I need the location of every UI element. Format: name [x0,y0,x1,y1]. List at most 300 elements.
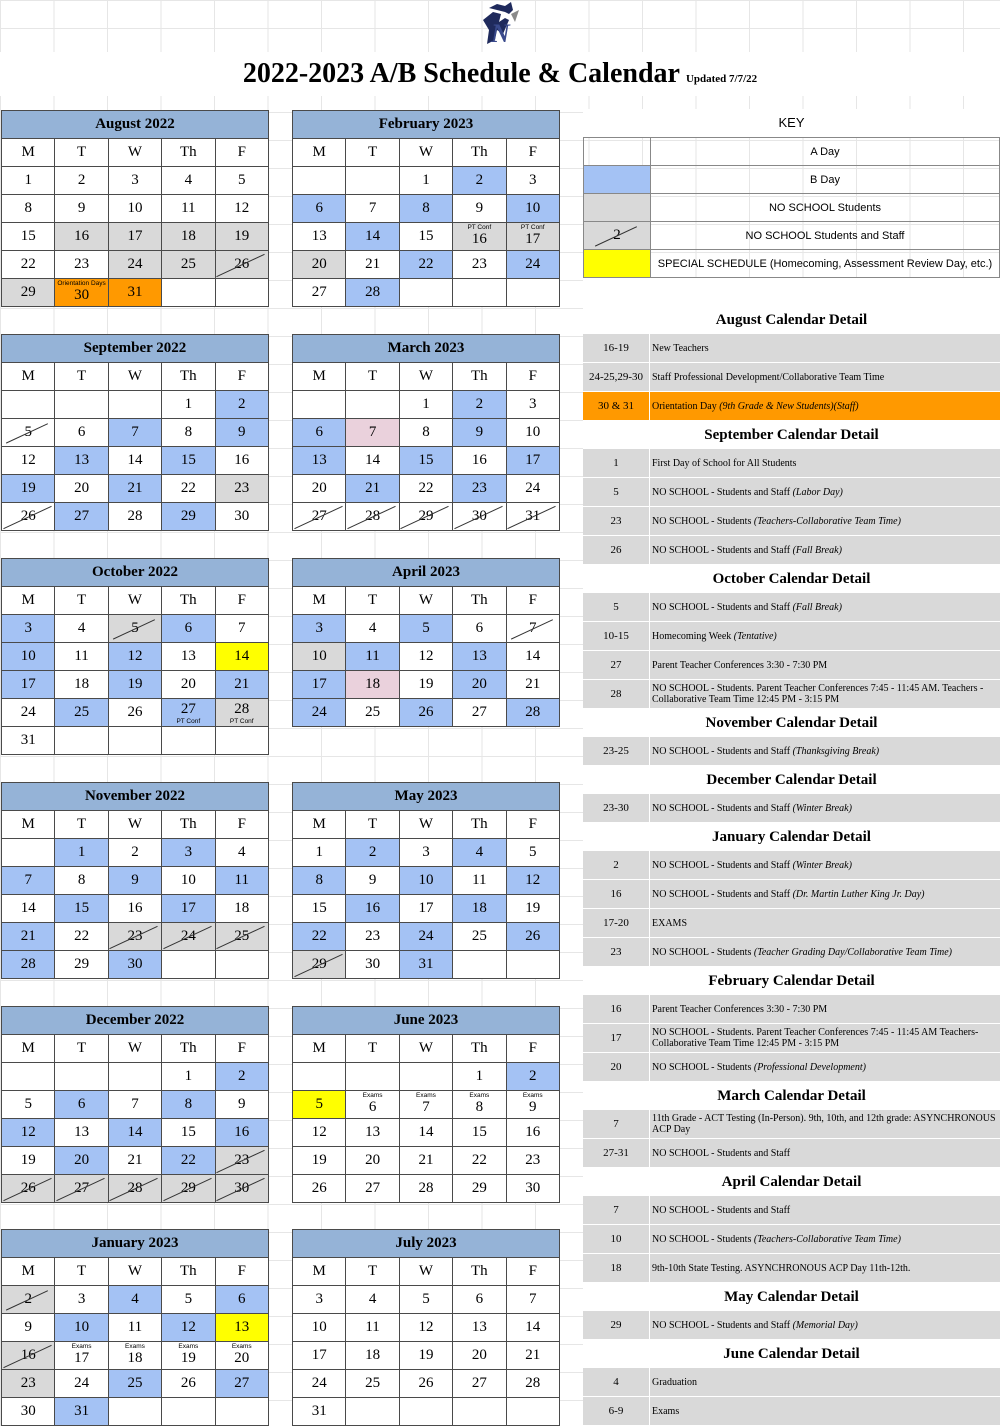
day-cell [162,391,215,419]
weekday-label: T [346,363,399,391]
day-cell [215,643,269,671]
day-cell [346,867,399,895]
day-number: 24 [311,704,327,720]
detail-section-title: November Calendar Detail [583,709,1000,737]
day-number: 14 [365,228,381,244]
weekday-label: M [293,811,346,839]
detail-text [650,334,1000,362]
day-cell [2,1398,55,1426]
day-cell [55,1342,108,1370]
detail-date: 16-19 [583,334,650,362]
week-row [293,391,560,419]
day-cell [453,195,506,223]
day-cell [399,195,452,223]
day-cell [2,727,55,755]
day-cell [453,1342,506,1370]
day-cell [55,839,108,867]
day-number: 24 [311,1375,327,1391]
day-number: 3 [529,172,537,188]
month-header-row [293,1230,560,1258]
day-number: 9 [24,1319,32,1335]
weekday-label: Th [453,811,506,839]
day-number: 27 [471,704,487,720]
empty-cell [346,391,399,419]
month-calendar-july-2023 [292,1229,560,1426]
detail-row [583,334,1000,363]
day-number: 5 [315,1096,323,1112]
day-number: 3 [24,620,32,636]
day-cell [215,475,269,503]
day-number: 5 [131,620,139,636]
empty-cell [293,167,346,195]
day-number: 19 [311,1152,327,1168]
week-row [293,1286,560,1314]
detail-text [650,880,1000,908]
day-cell [346,1119,399,1147]
day-cell [506,1147,560,1175]
key-row [584,250,1000,278]
day-number: 16 [365,900,381,916]
day-number: 8 [184,424,193,440]
day-cell [506,419,560,447]
day-cell [162,1175,215,1203]
day-number: 25 [365,1375,381,1391]
detail-section-title: June Calendar Detail [583,1340,1000,1368]
updated-date: Updated 7/7/22 [685,73,758,85]
month-calendar-august-2022 [1,110,269,307]
week-row [2,699,269,727]
day-cell [453,1314,506,1342]
week-row [2,223,269,251]
detail-row [583,363,1000,392]
month-calendar-june-2023 [292,1006,560,1203]
day-cell [346,279,399,307]
day-note: PT Conf [467,224,492,231]
day-number: 24 [525,480,541,496]
day-number: 25 [365,704,381,720]
day-cell [346,447,399,475]
day-cell [453,1370,506,1398]
empty-cell [506,951,560,979]
day-cell [162,839,215,867]
week-row [2,839,269,867]
detail-row [583,622,1000,651]
day-number: 2 [529,1068,537,1084]
detail-note: (Professional Development) [753,1061,866,1073]
day-number: 24 [525,256,541,272]
detail-description: NO SCHOOL - Students and Staff (Thanksgiving Break) [652,745,880,757]
day-number: 25 [180,256,196,272]
detail-text [650,363,1000,391]
day-cell [2,279,55,307]
weekday-row [293,811,560,839]
weekday-label: W [108,1035,161,1063]
day-number: 16 [127,900,143,916]
weekday-label: T [55,363,108,391]
month-calendar-may-2023 [292,782,560,979]
day-cell [2,1342,55,1370]
detail-text [650,507,1000,535]
day-cell [346,923,399,951]
day-cell [108,1119,161,1147]
day-cell [506,671,560,699]
day-number: 16 [234,1124,250,1140]
day-cell [293,839,346,867]
day-cell [108,1175,161,1203]
day-cell [2,699,55,727]
day-number: 10 [311,648,327,664]
day-number: 18 [471,900,487,916]
day-cell [162,223,215,251]
day-number: 16 [234,452,250,468]
week-row [2,1063,269,1091]
month-name: August 2022 [2,111,269,139]
day-cell [346,1147,399,1175]
day-number: 14 [234,648,250,664]
day-number: 29 [180,1180,196,1196]
day-cell [55,1286,108,1314]
weekday-label: M [293,587,346,615]
day-cell [453,419,506,447]
day-number: 12 [418,648,434,664]
day-number: 1 [422,396,430,412]
detail-date: 24-25,29-30 [583,363,650,391]
day-number: 4 [368,620,377,636]
day-number: 31 [127,284,143,300]
detail-date: 4 [583,1368,650,1396]
week-row [293,699,560,727]
week-row [293,1063,560,1091]
month-calendar-february-2023 [292,110,560,307]
empty-cell [55,727,108,755]
day-number: 17 [20,676,36,692]
day-number: 18 [180,228,196,244]
day-number: 9 [475,200,484,216]
day-cell [2,1119,55,1147]
detail-date: 18 [583,1254,650,1282]
day-cell [399,1286,452,1314]
day-cell [346,195,399,223]
key-row [584,166,1000,194]
detail-row [583,536,1000,565]
weekday-label: F [506,587,560,615]
day-cell [55,643,108,671]
month-header-row [2,335,269,363]
day-number: 16 [525,1124,541,1140]
day-number: 27 [471,1375,487,1391]
day-number: 10 [525,200,541,216]
day-cell [2,503,55,531]
day-note: Exams [125,1343,145,1350]
day-number: 6 [77,424,86,440]
day-number: 20 [74,1152,90,1168]
week-row [293,251,560,279]
day-number: 21 [525,676,541,692]
day-number: 23 [365,928,381,944]
detail-row [583,1311,1000,1340]
day-number: 22 [311,928,327,944]
detail-note: (Teacher Grading Day/Collaborative Team Time) [753,946,953,958]
day-cell [293,1147,346,1175]
detail-note: (Memorial Day) [792,1319,858,1331]
day-number: 3 [77,1291,86,1307]
weekday-label: F [215,1258,269,1286]
day-cell [506,475,560,503]
day-number: 14 [525,1319,541,1335]
day-number: 8 [77,872,86,888]
day-cell [162,895,215,923]
day-number: 10 [180,872,196,888]
day-cell [399,391,452,419]
day-cell [399,951,452,979]
empty-cell [293,391,346,419]
day-note: Exams [71,1343,92,1350]
day-cell [346,839,399,867]
empty-cell [108,391,161,419]
day-number: 19 [234,228,250,244]
day-cell [293,1398,346,1426]
day-number: 10 [311,1319,327,1335]
day-cell [108,895,161,923]
key-swatch [584,194,651,222]
day-cell [293,251,346,279]
day-cell [346,1286,399,1314]
detail-description: First Day of School for All Students [652,457,797,469]
day-number: 20 [74,480,90,496]
day-cell [108,279,161,307]
day-cell [346,671,399,699]
detail-description: NO SCHOOL - Students and Staff (Winter Break) [652,859,852,871]
day-cell [108,839,161,867]
day-cell [215,615,269,643]
day-number: 5 [184,1291,193,1307]
detail-date: 10-15 [583,622,650,650]
day-note: Exams [231,1343,252,1350]
day-number: 26 [180,1375,196,1391]
month-calendar-april-2023 [292,558,560,727]
day-number: 22 [471,1152,487,1168]
day-number: 14 [418,1124,434,1140]
day-cell [215,195,269,223]
detail-note: (Teachers-Collaborative Team Time) [753,515,901,527]
day-cell [108,419,161,447]
day-cell [162,1091,215,1119]
empty-cell [293,1063,346,1091]
day-cell [506,167,560,195]
day-number: 4 [184,172,193,188]
day-number: 30 [234,508,250,524]
detail-description: Orientation Day (9th Grade & New Students)(Staff) [652,400,859,412]
day-cell [399,615,452,643]
empty-cell [215,1398,269,1426]
day-number: 18 [234,900,250,916]
detail-note: (Winter Break) [792,802,852,814]
empty-cell [108,727,161,755]
day-number: 23 [471,256,487,272]
day-cell [346,223,399,251]
weekday-label: Th [162,811,215,839]
weekday-label: T [346,139,399,167]
detail-description: NO SCHOOL - Students and Staff (Fall Break) [652,544,842,556]
day-cell [346,1091,399,1119]
day-number: 2 [475,396,484,412]
day-cell [293,643,346,671]
detail-date: 16 [583,880,650,908]
detail-text [650,1053,1000,1081]
month-header-row [293,559,560,587]
day-number: 9 [131,872,139,888]
detail-date: 10 [583,1225,650,1253]
day-number: 6 [475,620,484,636]
detail-text [650,995,1000,1023]
weekday-label: F [215,363,269,391]
detail-row [583,851,1000,880]
weekday-row [2,1258,269,1286]
key-label: NO SCHOOL Students and Staff [651,222,1000,250]
day-number: 3 [422,844,430,860]
month-header-row [293,783,560,811]
detail-text [650,1254,1000,1282]
detail-description: Homecoming Week (Tentative) [652,630,777,642]
day-number: 23 [234,480,250,496]
detail-description: NO SCHOOL - Students (Teacher Grading Day/Collaborative Team Time) [652,946,953,958]
day-number: 4 [77,620,86,636]
detail-text [650,1311,1000,1339]
month-name: December 2022 [2,1007,269,1035]
detail-description: Exams [652,1405,680,1417]
week-row [2,1398,269,1426]
weekday-label: W [399,363,452,391]
day-number: 1 [422,172,430,188]
day-cell [162,923,215,951]
day-number: 3 [184,844,193,860]
day-cell [55,699,108,727]
day-cell [162,503,215,531]
header [0,52,1000,96]
day-cell [453,615,506,643]
key-swatch [584,138,651,166]
empty-cell [55,1063,108,1091]
month-calendar-january-2023 [1,1229,269,1426]
detail-row [583,1225,1000,1254]
day-cell [215,671,269,699]
day-cell [453,699,506,727]
detail-note: (9th Grade & New Students)(Staff) [719,400,859,412]
weekday-label: W [399,587,452,615]
detail-row [583,1024,1000,1053]
day-number: 14 [20,900,36,916]
key-title: KEY [583,109,1000,137]
detail-text [650,1368,1000,1396]
detail-text [650,1024,1000,1052]
day-number: 29 [471,1180,487,1196]
detail-date: 1 [583,449,650,477]
day-cell [506,1063,560,1091]
day-cell [293,475,346,503]
empty-cell [346,1063,399,1091]
day-cell [506,1119,560,1147]
empty-cell [506,1398,560,1426]
day-number: 30 [234,1180,250,1196]
detail-note: (Tentative) [733,630,777,642]
key-row [584,222,1000,250]
week-row [2,1370,269,1398]
day-cell [293,1286,346,1314]
detail-section-title: March Calendar Detail [583,1082,1000,1110]
day-number: 30 [365,956,381,972]
day-number: 27 [311,284,327,300]
detail-description: New Teachers [652,342,709,354]
day-number: 23 [127,928,143,944]
month-name: July 2023 [293,1230,560,1258]
day-number: 31 [418,956,434,972]
day-number: 8 [422,424,430,440]
week-row [293,167,560,195]
detail-date: 28 [583,680,650,708]
day-cell [162,195,215,223]
day-number: 14 [127,452,143,468]
day-cell [108,671,161,699]
day-number: 29 [20,284,36,300]
detail-note: (Winter Break) [792,859,852,871]
day-cell [108,699,161,727]
day-number: 22 [418,480,434,496]
detail-section-title: August Calendar Detail [583,306,1000,334]
weekday-label: Th [162,363,215,391]
day-number: 16 [74,228,90,244]
day-cell [453,1063,506,1091]
day-cell [293,1175,346,1203]
empty-cell [108,1398,161,1426]
day-cell [506,867,560,895]
weekday-label: Th [162,139,215,167]
day-number: 21 [127,1152,143,1168]
day-number: 12 [311,1124,327,1140]
day-cell [506,391,560,419]
day-cell [453,223,506,251]
week-row [2,167,269,195]
day-cell [55,615,108,643]
week-row [293,671,560,699]
detail-date: 29 [583,1311,650,1339]
day-number: 1 [184,1068,193,1084]
day-number: 15 [311,900,327,916]
day-cell [399,1314,452,1342]
weekday-label: T [346,1035,399,1063]
day-number: 27 [180,701,196,717]
day-cell [55,671,108,699]
day-cell [162,167,215,195]
empty-cell [453,951,506,979]
day-number: 23 [525,1152,541,1168]
detail-date: 17 [583,1024,650,1052]
day-number: 19 [418,676,434,692]
week-row [2,727,269,755]
day-cell [293,867,346,895]
day-number: 19 [20,480,36,496]
detail-row [583,1053,1000,1082]
day-cell [108,475,161,503]
weekday-label: M [2,139,55,167]
day-cell [399,1175,452,1203]
day-number: 24 [20,704,36,720]
week-row [293,1091,560,1119]
day-cell [346,1175,399,1203]
day-cell [162,1314,215,1342]
empty-cell [55,391,108,419]
empty-cell [399,279,452,307]
day-cell [2,475,55,503]
